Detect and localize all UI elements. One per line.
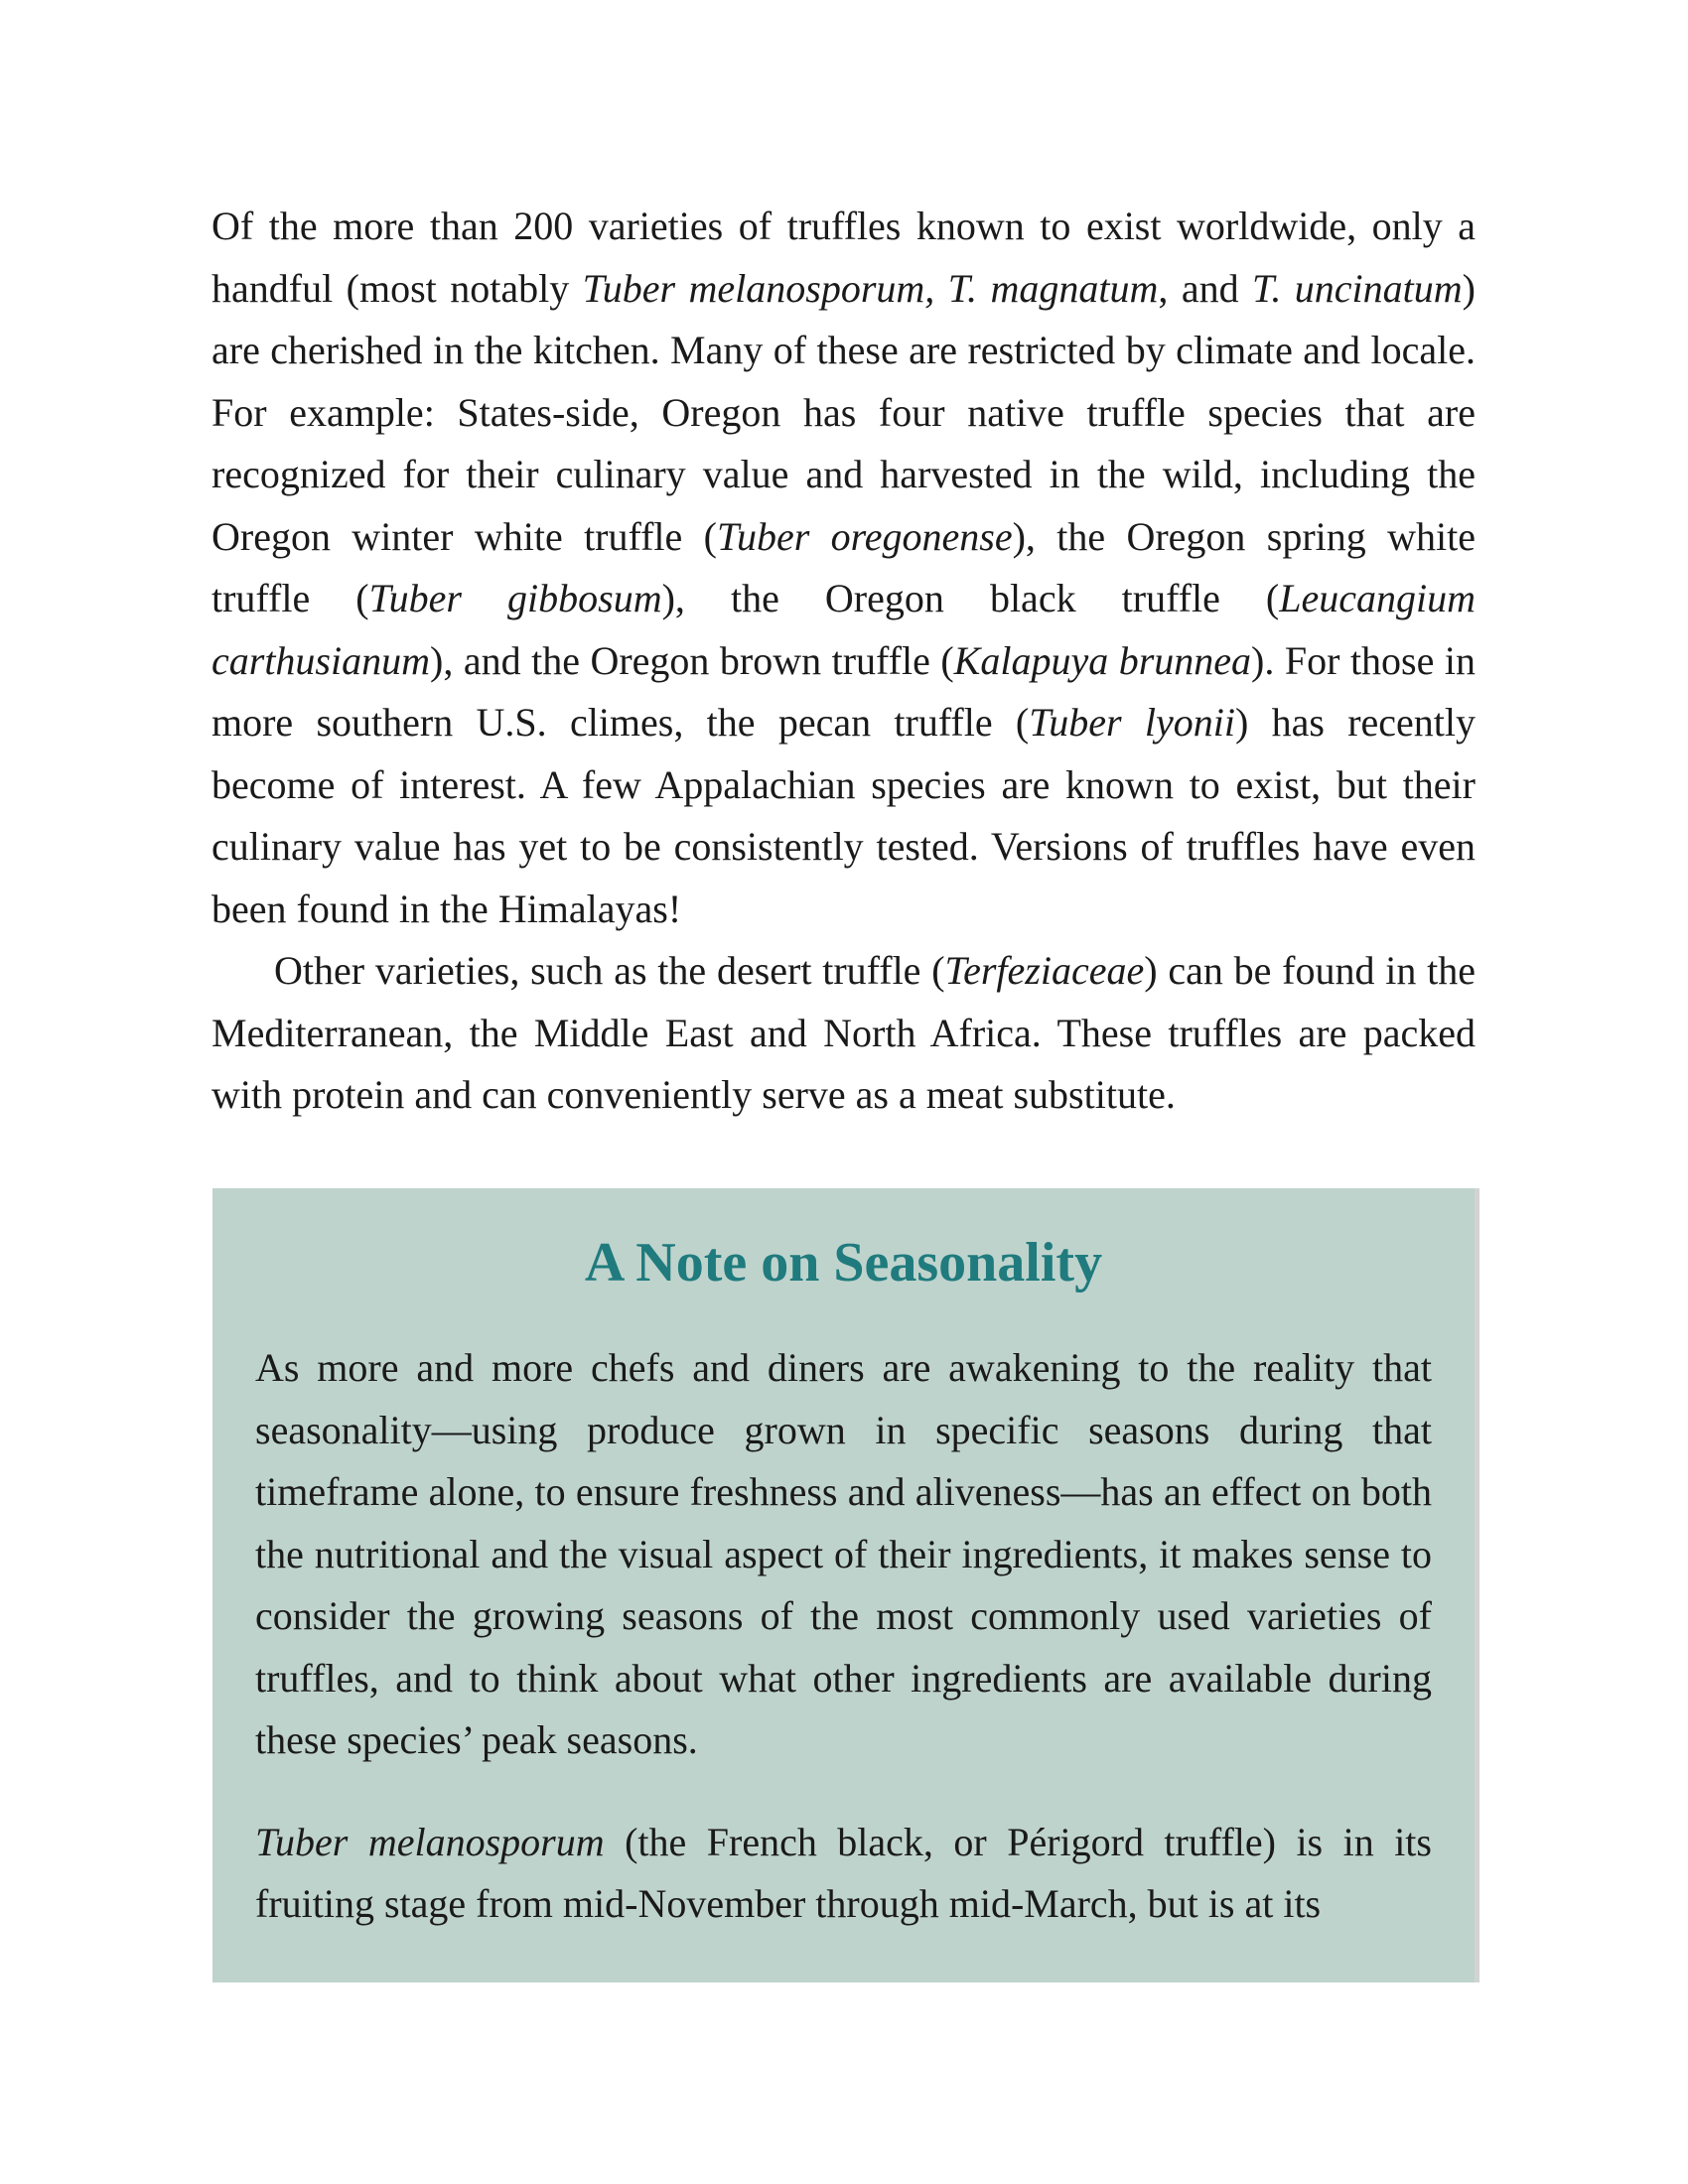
text-run: ), the Oregon black truffle ( [661, 576, 1280, 620]
species-name: Tuber lyonii [1029, 700, 1235, 745]
text-run: ) can be found in the Mediterranean, the Middle East and North Africa. These truffles are packed with protein and can conveniently serve as a meat substitute. [211, 948, 1476, 1117]
body-paragraph [211, 196, 1476, 940]
species-name: Tuber gibbosum [368, 576, 662, 620]
text-run: ), and the Oregon brown truffle ( [430, 637, 954, 683]
species-name: T. uncinatum [1252, 265, 1463, 311]
text-run: ). For those in more southern U.S. climes, the pecan truffle ( [211, 637, 1476, 745]
species-name: Tuber melanosporum [255, 1819, 605, 1864]
text-run: ) are cherished in the kitchen. Many of these are restricted by climate and locale. For example: States-side, Oregon has four native truffle species that are recognized for their culinary value and harvested in the wild, including the Oregon winter white truffle ( [211, 265, 1476, 559]
species-name: Leucangium carthusianum [211, 576, 1476, 683]
species-name: Terfeziaceae [944, 948, 1145, 993]
sidebar-body [255, 1337, 1432, 1936]
species-name: Tuber oregonense [716, 513, 1013, 559]
text-run: (the French black, or Périgord truffle) is in its fruiting stage from mid-November through mid-March, but is at its [255, 1819, 1432, 1926]
species-name: Tuber melanosporum, T. magnatum [582, 265, 1159, 311]
body-paragraph [211, 940, 1476, 1127]
text-run: Other varieties, such as the desert truffle ( [274, 948, 945, 993]
sidebar-paragraph [255, 1812, 1432, 1936]
seasonality-sidebar [212, 1188, 1475, 1982]
text-run: Of the more than 200 varieties of truffles known to exist worldwide, only a handful (most notably [211, 204, 1476, 311]
sidebar-title: A Note on Seasonality [584, 1232, 1103, 1294]
main-text [211, 196, 1476, 1127]
species-name: Kalapuya brunnea [953, 637, 1252, 683]
text-run: ) has recently become of interest. A few Appalachian species are known to exist, but their culinary value has yet to be consistently tested. Versions of truffles have even been found in the Himalayas! [211, 700, 1477, 931]
sidebar-paragraph: As more and more chefs and diners are awakening to the reality that seasonality—using produce grown in specific seasons during that timeframe alone, to ensure freshness and aliveness—has an effect on both the nutritional and the visual aspect of their ingredients, it makes sense to consider the growing seasons of the most commonly used varieties of truffles, and to think about what other ingredients are available during these species’ peak seasons. [255, 1345, 1432, 1762]
text-run: ), the Oregon spring white truffle ( [211, 513, 1476, 620]
text-run: , and [1158, 265, 1253, 311]
